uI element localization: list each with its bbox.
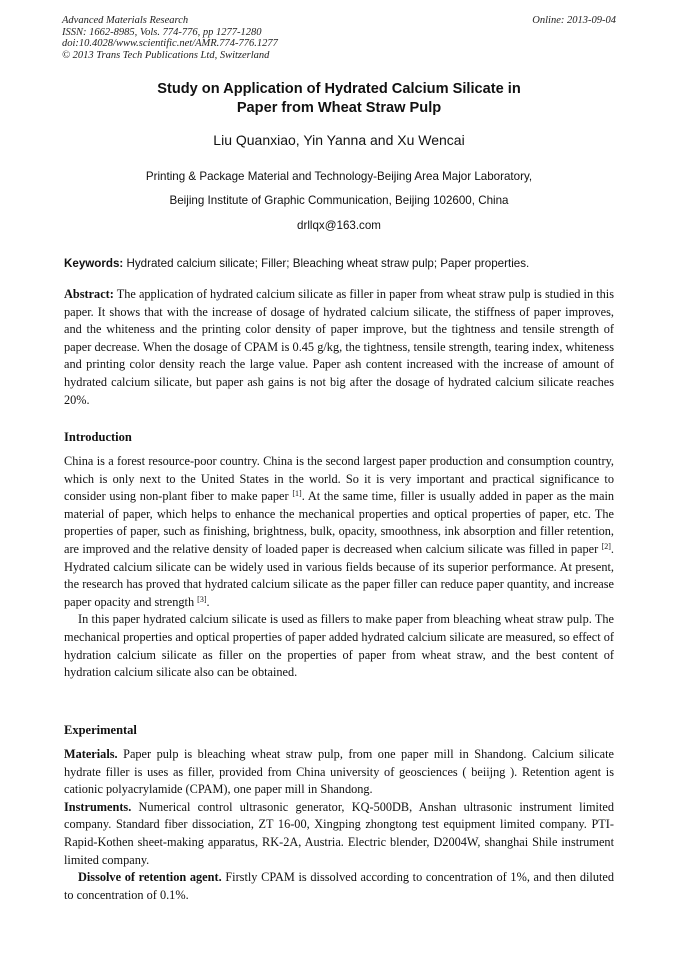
abstract-label: Abstract: — [64, 287, 114, 301]
retention-text: Firstly CPAM is dissolved according to concentration of 1%, and then diluted to concentration of 0.1%. — [64, 870, 614, 902]
intro-p1-part-d: . — [206, 594, 210, 609]
intro-paragraph-2: In this paper hydrated calcium silicate is used as fillers to make paper from bleaching wheat straw pulp. The mechanical properties and optical properties of paper added hydrated calcium silicate are measured, so effect of hydration calcium silicate as filler on the properties of paper from wheat straw, and the best content of hydration calcium silicate also can be obtained. — [64, 612, 614, 680]
keywords-text: Hydrated calcium silicate; Filler; Bleaching wheat straw pulp; Paper properties. — [123, 257, 530, 270]
abstract-text: The application of hydrated calcium silicate as filler in paper from wheat straw pulp is studied in this paper. It shows that with the increase of dosage of hydrated calcium silicate, the stiffness of paper improves, and the whiteness and the printing color density of paper improve, but the tightness and tensile strength of paper decrease. When the dosage of CPAM is 0.45 g/kg, the tightness, tensile strength, tearing index, whiteness and printing color density reach the large value. Paper ash content increased with the increase of amount of hydrated calcium silicate, but paper ash gains is not big after the dosage of hydrated calcium silicate reaches 20%. — [64, 287, 614, 407]
title-line-2: Paper from Wheat Straw Pulp — [236, 100, 442, 116]
citation-1: [1] — [292, 489, 302, 499]
affiliation-line-2: Beijing Institute of Graphic Communication, Beijing 102600, China — [169, 194, 509, 207]
materials-text: Paper pulp is bleaching wheat straw pulp, from one paper mill in Shandong. Calcium silicate hydrate filler is uses as filler, provided from China university of geosciences ( beiijng ). Retention agent is cationic polyacrylamide (CPAM), one paper mill in Shandong. — [64, 747, 614, 797]
intro-p1-part-b: . At the same time, filler is usually added in paper as the main material of paper, which helps to enhance the mechanical properties and optical properties of paper, etc. The properties of paper, such as finishing, brightness, bulk, opacity, smoothness, ink absorption and filler retention, are improved and the relative density of loaded paper is decreased when calcium silicate was filled in paper — [64, 489, 615, 556]
retention-paragraph — [64, 869, 614, 904]
affiliation-line-1: Printing & Package Material and Technology-Beijing Area Major Laboratory, — [145, 170, 533, 183]
introduction-body — [64, 453, 614, 682]
instruments-text: Numerical control ultrasonic generator, KQ-500DB, Anshan ultrasonic instrument limited company. Standard fiber dissociation, ZT 16-00, Xingping zhongtong test equipment limited company. PTI-Rapid-Kothen sheet-making apparatus, RK-2A, Austria. Electric blender, D2004W, shanghai Shile instrument limited company. — [64, 799, 614, 867]
retention-label: Dissolve of retention agent. — [78, 870, 222, 885]
citation-3: [3] — [197, 594, 207, 604]
paper-title — [100, 80, 578, 118]
instruments-label: Instruments. — [64, 799, 132, 814]
journal-name: Advanced Materials Research — [62, 15, 189, 26]
experimental-body — [64, 746, 614, 904]
copyright-line: © 2013 Trans Tech Publications Ltd, Switzerland — [62, 49, 270, 61]
materials-label: Materials. — [64, 747, 118, 761]
materials-paragraph — [64, 746, 614, 799]
doi-line: doi:10.4028/www.scientific.net/AMR.774-776.1277 — [62, 38, 278, 49]
introduction-heading: Introduction — [64, 430, 132, 444]
issn-line: ISSN: 1662-8985, Vols. 774-776, pp 1277-1280 — [62, 26, 262, 38]
authors: Liu Quanxiao, Yin Yanna and Xu Wencai — [213, 132, 465, 148]
intro-paragraph-1 — [64, 453, 614, 611]
abstract — [64, 286, 614, 409]
author-email: drllqx@163.com — [297, 219, 381, 232]
keywords-label: Keywords: — [64, 257, 124, 270]
online-date: Online: 2013-09-04 — [532, 15, 616, 26]
journal-header — [62, 15, 616, 61]
intro-p1-part-c: . Hydrated calcium silicate can be widely used in various fields because of its superior performance. At present, the research has proved that hydrated calcium silicate as the paper filler can reduce paper quantity, and increase paper opacity and strength — [64, 541, 614, 609]
intro-p1-part-a: China is a forest resource-poor country. China is the second largest paper production and consumption country, which is only next to the United States in the world. So it is very important and practical significance to consider using non-plant fiber to make paper — [64, 454, 614, 504]
title-line-1: Study on Application of Hydrated Calcium Silicate in — [157, 81, 521, 97]
experimental-heading: Experimental — [64, 723, 137, 737]
instruments-paragraph — [64, 799, 614, 869]
citation-2: [2] — [601, 541, 611, 551]
keywords — [64, 256, 624, 271]
